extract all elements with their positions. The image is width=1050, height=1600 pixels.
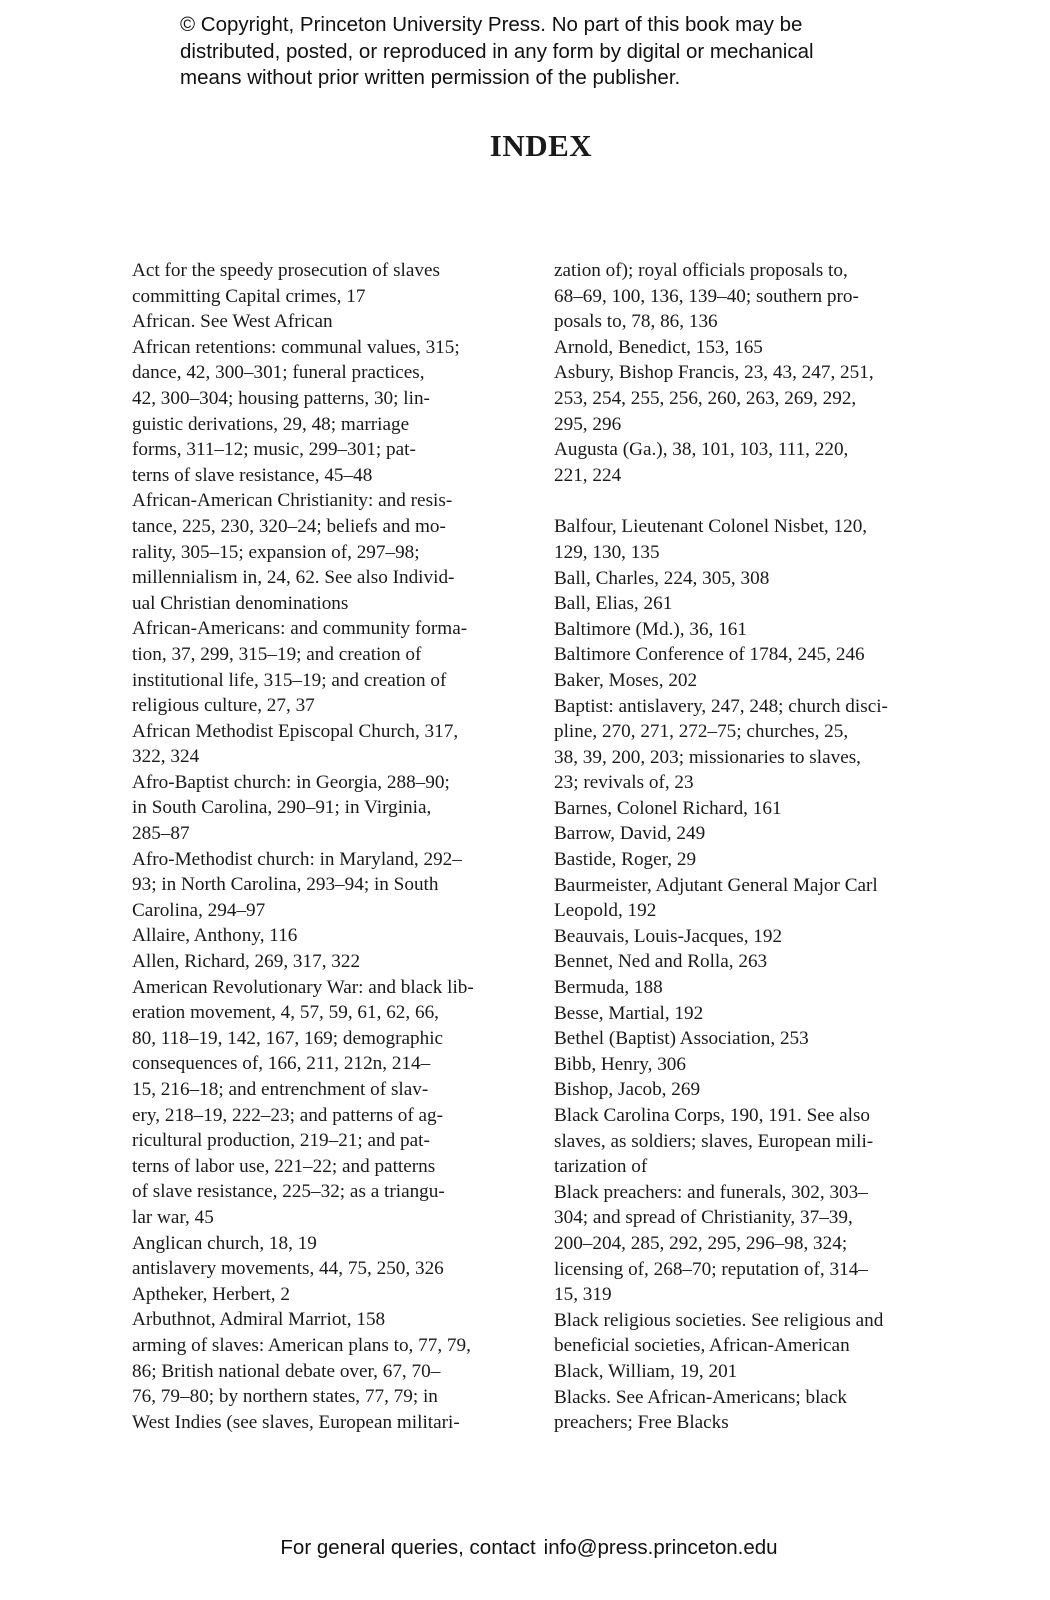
index-column-right [554,258,954,1436]
index-entry-heading: antislavery movements, 44, 75, 250, 326 [132,1258,444,1280]
index-entry-heading: Allen, Richard, 269, 317, 322 [132,951,361,973]
index-entry-continuation: Leopold, 192 [554,900,657,922]
index-entry [132,949,532,975]
index-entry [554,1103,954,1180]
index-entry-heading: Baurmeister, Adjutant General Major Carl [554,874,878,896]
index-entry-continuation: 23; revivals of, 23 [554,772,694,794]
index-entry-heading: Besse, Martial, 192 [554,1002,704,1024]
index-entry-heading: Baltimore Conference of 1784, 245, 246 [554,644,865,666]
index-entry-continuation: tion, 37, 299, 315–19; and creation of [132,643,422,665]
index-entry [554,847,954,873]
index-entry [132,1231,532,1257]
index-entry [554,1077,954,1103]
copyright-line: means without prior written permission of the publisher. [180,66,681,89]
index-group-b [554,514,954,1435]
index-entry-continuation: 285–87 [132,823,190,845]
index-entry [554,1308,954,1359]
index-entry-continuation: tance, 225, 230, 320–24; beliefs and mo- [132,515,446,537]
index-entry-heading: Asbury, Bishop Francis, 23, 43, 247, 251, [554,362,874,384]
index-entry-continuation: 322, 324 [132,746,200,768]
footer-email-link[interactable]: info@press.princeton.edu [543,1536,778,1559]
index-entry-heading: Arbuthnot, Admiral Marriot, 158 [132,1309,386,1331]
index-entry [554,437,954,488]
index-entry [554,694,954,796]
index-entry-heading: American Revolutionary War: and black lib- [132,976,474,998]
index-entry-continuation: in South Carolina, 290–91; in Virginia, [132,797,432,819]
index-entry-heading: Bermuda, 188 [554,977,663,999]
index-entry-heading: Arnold, Benedict, 153, 165 [554,336,763,358]
index-entry [554,949,954,975]
index-group-a-continued [554,258,954,488]
index-entry-continuation: 38, 39, 200, 203; missionaries to slaves, [554,746,861,768]
index-entry-heading: Baptist: antislavery, 247, 248; church disci- [554,695,888,717]
index-entry [132,847,532,924]
index-entry-heading: African. See West African [132,311,333,333]
index-entry-continuation: 42, 300–304; housing patterns, 30; lin- [132,387,430,409]
index-entry [132,1256,532,1282]
index-entry-heading: Afro-Baptist church: in Georgia, 288–90; [132,771,450,793]
index-entry-continuation: ual Christian denominations [132,592,349,614]
index-entry-heading: Bethel (Baptist) Association, 253 [554,1028,809,1050]
index-entry-heading: African-Americans: and community forma- [132,618,468,640]
footer [0,1536,1050,1560]
index-entry-continuation: committing Capital crimes, 17 [132,285,366,307]
index-entry [554,1180,954,1308]
index-entry [554,1052,954,1078]
index-entry-heading: Augusta (Ga.), 38, 101, 103, 111, 220, [554,439,849,461]
index-entry [554,1385,954,1436]
index-entry [554,873,954,924]
index-entry-heading: Anglican church, 18, 19 [132,1232,317,1254]
index-entry-continuation: 15, 216–18; and entrenchment of slav- [132,1079,429,1100]
index-entry-continuation: of slave resistance, 225–32; as a triangu- [132,1181,445,1203]
index-entry-heading: Bishop, Jacob, 269 [554,1079,701,1101]
index-entry [554,360,954,437]
index-entry-heading: Aptheker, Herbert, 2 [132,1283,290,1305]
index-entry [132,1333,532,1435]
index-entry [132,1307,532,1333]
index-entry [554,668,954,694]
index-entry [554,258,954,335]
index-entry-heading: Black preachers: and funerals, 302, 303– [554,1181,868,1203]
index-entry-continuation: beneficial societies, African-American [554,1335,850,1357]
index-entry [132,258,532,309]
index-entry-heading: Balfour, Lieutenant Colonel Nisbet, 120, [554,516,868,538]
index-entry [554,617,954,643]
index-entry-continuation: ricultural production, 219–21; and pat- [132,1130,430,1152]
index-entry [132,719,532,770]
footer-label: For general queries, contact [280,1536,536,1559]
index-entry-continuation: guistic derivations, 29, 48; marriage [132,413,410,435]
index-entry-continuation: 86; British national debate over, 67, 70– [132,1360,441,1382]
index-entry [554,1026,954,1052]
index-entry-continuation: dance, 42, 300–301; funeral practices, [132,362,425,384]
index-entry [554,821,954,847]
index-entry-heading: Ball, Elias, 261 [554,593,673,615]
index-entry-heading: African retentions: communal values, 315; [132,336,460,358]
index-entry-continuation: 253, 254, 255, 256, 260, 263, 269, 292, [554,387,857,409]
index-entry-heading: Allaire, Anthony, 116 [132,925,298,947]
index-entry-continuation: institutional life, 315–19; and creation of [132,669,447,691]
index-entry [554,591,954,617]
index-entry-continuation: 295, 296 [554,413,622,435]
index-entry-continuation: preachers; Free Blacks [554,1412,729,1434]
copyright-line: © Copyright, Princeton University Press. No part of this book may be [180,13,803,36]
index-entry-continuation: 80, 118–19, 142, 167, 169; demographic [132,1027,444,1049]
index-entry [554,975,954,1001]
index-entry-heading: Blacks. See African-Americans; black [554,1386,848,1408]
index-entry-continuation: 304; and spread of Christianity, 37–39, [554,1207,853,1229]
index-entry-heading: arming of slaves: American plans to, 77, 79, [132,1334,471,1356]
index-entry [132,335,532,489]
index-entry-continuation: terns of slave resistance, 45–48 [132,464,373,486]
index-entry-heading: Black Carolina Corps, 190, 191. See also [554,1105,871,1126]
index-entry-continuation: 200–204, 285, 292, 295, 296–98, 324; [554,1232,848,1254]
index-entry [554,642,954,668]
index-entry-heading: Act for the speedy prosecution of slaves [132,260,440,281]
index-entry-continuation: pline, 270, 271, 272–75; churches, 25, [554,721,849,743]
index-entry [132,975,532,1231]
index-entry-continuation: religious culture, 27, 37 [132,695,315,717]
index-entry-heading: Afro-Methodist church: in Maryland, 292– [132,848,462,870]
index-entry-continuation: 15, 319 [554,1284,612,1306]
copyright-notice [180,12,940,92]
index-entry-continuation: 76, 79–80; by northern states, 77, 79; in [132,1386,438,1408]
index-entry-continuation: ery, 218–19, 222–23; and patterns of ag- [132,1104,444,1126]
index-entry-continuation: terns of labor use, 221–22; and patterns [132,1155,436,1177]
index-entry [554,566,954,592]
index-entry-heading: Black religious societies. See religious and [554,1309,884,1331]
index-entry-continuation: 221, 224 [554,464,622,486]
index-entry-continuation: forms, 311–12; music, 299–301; pat- [132,439,416,461]
index-entry [554,924,954,950]
index-entry-heading: Barnes, Colonel Richard, 161 [554,797,782,819]
index-entry [554,796,954,822]
index-entry [132,616,532,718]
index-entry [132,488,532,616]
index-entry-heading: African Methodist Episcopal Church, 317, [132,720,459,742]
index-entry-continuation: tarization of [554,1156,648,1178]
index-entry-heading: Baker, Moses, 202 [554,669,698,691]
index-entry [132,309,532,335]
index-entry-continuation: 129, 130, 135 [554,541,660,563]
index-entry-continuation: rality, 305–15; expansion of, 297–98; [132,541,420,563]
index-entry-heading: Baltimore (Md.), 36, 161 [554,618,747,640]
index-entry [554,1001,954,1027]
index-column-left [132,258,532,1435]
index-entry [554,514,954,565]
index-entry-continuation: Carolina, 294–97 [132,899,266,921]
index-entry-continuation: West Indies (see slaves, European militari- [132,1411,460,1433]
index-entry-continuation: millennialism in, 24, 62. See also Individ- [132,567,455,589]
index-entry [132,1282,532,1308]
index-entry-heading: Bibb, Henry, 306 [554,1053,686,1075]
index-entry-continuation: posals to, 78, 86, 136 [554,311,718,333]
index-entry-continuation: lar war, 45 [132,1206,214,1228]
index-entry [554,335,954,361]
index-entry-heading: zation of); royal officials proposals to, [554,260,848,281]
index-entry-continuation: eration movement, 4, 57, 59, 61, 62, 66, [132,1002,439,1024]
index-entry-heading: Ball, Charles, 224, 305, 308 [554,567,770,589]
index-entry-continuation: 93; in North Carolina, 293–94; in South [132,874,439,896]
index-entry [132,770,532,847]
index-entry-heading: Barrow, David, 249 [554,823,706,845]
page-title: INDEX [489,128,593,163]
index-entry-heading: Beauvais, Louis-Jacques, 192 [554,925,783,947]
index-entry-heading: Bastide, Roger, 29 [554,849,697,871]
index-entry-continuation: consequences of, 166, 211, 212n, 214– [132,1053,431,1075]
index-entry-heading: African-American Christianity: and resis- [132,490,453,512]
index-entry-continuation: slaves, as soldiers; slaves, European mili- [554,1130,874,1152]
letter-group-divider [554,488,954,514]
index-entry-heading: Black, William, 19, 201 [554,1360,738,1382]
index-entry-continuation: licensing of, 268–70; reputation of, 314– [554,1258,868,1280]
index-entry [554,1359,954,1385]
index-entry-continuation: 68–69, 100, 136, 139–40; southern pro- [554,285,859,307]
index-entry-heading: Bennet, Ned and Rolla, 263 [554,951,768,973]
index-entry [132,923,532,949]
copyright-line: distributed, posted, or reproduced in any form by digital or mechanical [180,39,814,63]
